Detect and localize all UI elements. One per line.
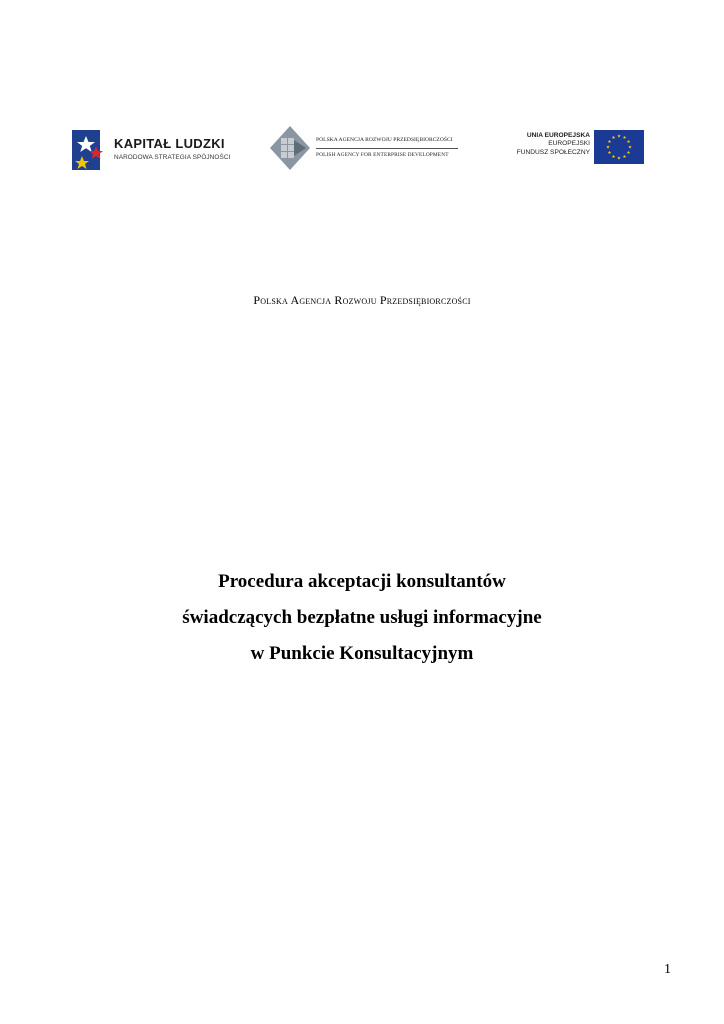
document-title-line-1: Procedura akceptacji konsultantów — [218, 571, 506, 592]
kapital-ludzki-title: KAPITAŁ LUDZKI — [114, 136, 225, 151]
kapital-ludzki-stars-icon — [70, 126, 112, 174]
eu-logo — [508, 130, 648, 166]
document-title-line-2: świadczących bezpłatne usługi informacyjne — [182, 607, 542, 628]
eu-logo-text — [517, 132, 590, 157]
page-number: 1 — [664, 962, 671, 977]
kapital-ludzki-subtitle: NARODOWA STRATEGIA SPÓJNOŚCI — [114, 154, 231, 161]
parp-name-english: POLISH AGENCY FOR ENTERPRISE DEVELOPMENT — [316, 152, 449, 158]
eu-union-label: UNIA EUROPEJSKA — [526, 132, 590, 139]
kapital-ludzki-logo — [70, 126, 230, 174]
parp-divider — [316, 148, 458, 149]
parp-name-polish: POLSKA AGENCJA ROZWOJU PRZEDSIĘBIORCZOŚCI — [316, 137, 453, 143]
eu-fund-label-2: FUNDUSZ SPOŁECZNY — [516, 148, 590, 156]
agency-name: Polska Agencja Rozwoju Przedsiębiorczości — [253, 293, 471, 307]
document-title — [0, 564, 724, 672]
header-logos — [0, 118, 724, 180]
eu-flag-icon — [594, 130, 644, 164]
parp-logo — [268, 124, 468, 172]
document-title-line-3: w Punkcie Konsultacyjnym — [250, 643, 474, 664]
eu-fund-label-1: EUROPEJSKI — [548, 140, 590, 148]
parp-diamond-icon — [268, 124, 314, 172]
